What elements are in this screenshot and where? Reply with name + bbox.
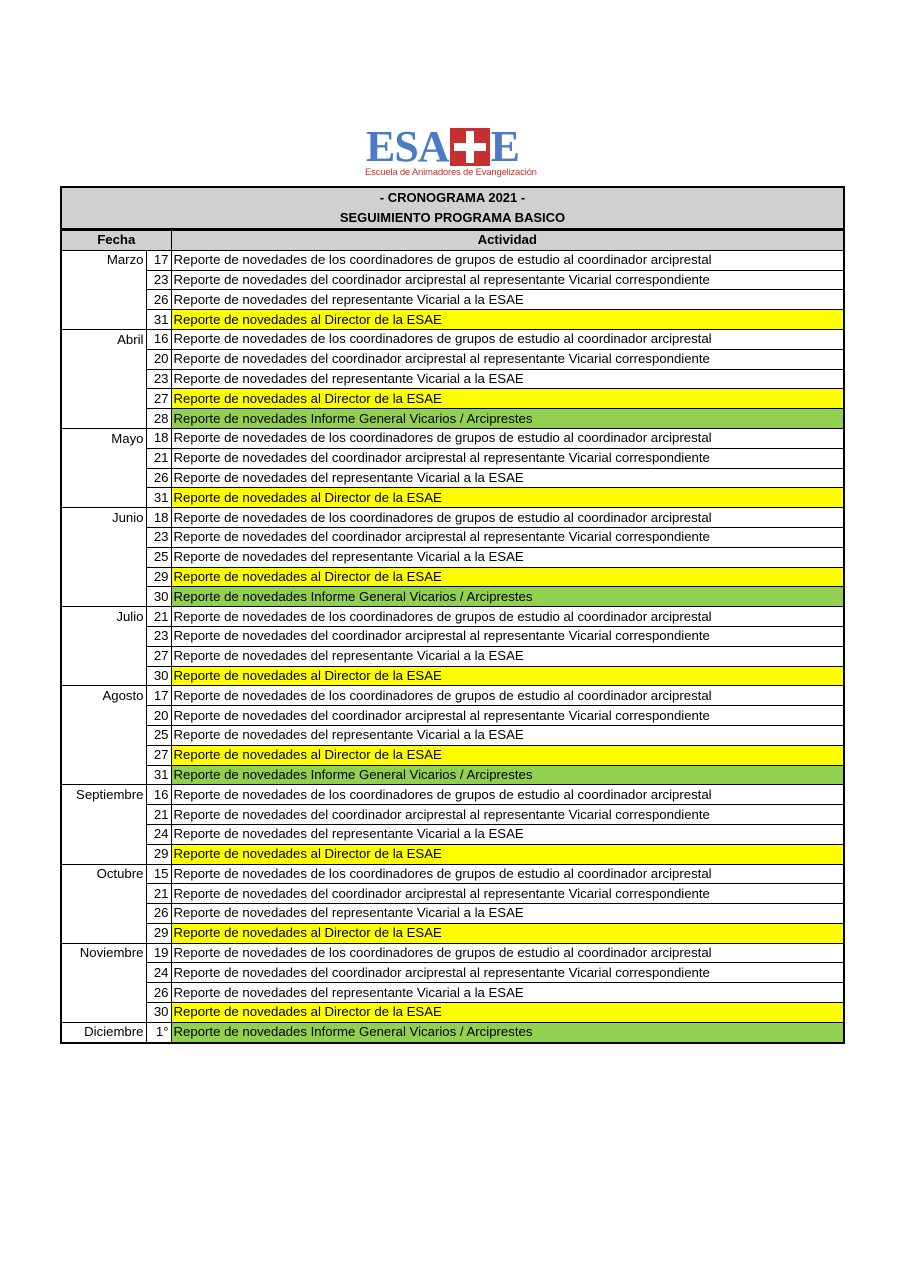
table-row xyxy=(61,607,844,627)
activity-cell: Reporte de novedades del coordinador arciprestal al representante Vicarial correspondiente xyxy=(171,884,844,904)
table-row xyxy=(61,666,844,686)
table-row xyxy=(61,824,844,844)
activity-cell: Reporte de novedades al Director de la ESAE xyxy=(171,310,844,330)
day-cell: 31 xyxy=(146,765,171,785)
table-row xyxy=(61,1022,844,1042)
activity-cell: Reporte de novedades Informe General Vicarios / Arciprestes xyxy=(171,587,844,607)
activity-cell: Reporte de novedades del representante Vicarial a la ESAE xyxy=(171,290,844,310)
month-cell xyxy=(61,963,146,983)
table-row xyxy=(61,844,844,864)
table-row xyxy=(61,587,844,607)
page-subtitle: SEGUIMIENTO PROGRAMA BASICO xyxy=(339,210,566,225)
month-cell xyxy=(61,646,146,666)
table-row xyxy=(61,904,844,924)
month-cell xyxy=(61,389,146,409)
table-row xyxy=(61,349,844,369)
day-cell: 19 xyxy=(146,943,171,963)
day-cell: 21 xyxy=(146,884,171,904)
day-cell: 23 xyxy=(146,527,171,547)
day-cell: 29 xyxy=(146,844,171,864)
month-cell xyxy=(61,983,146,1003)
table-row xyxy=(61,448,844,468)
month-cell xyxy=(61,587,146,607)
month-cell xyxy=(61,706,146,726)
table-row xyxy=(61,428,844,448)
month-cell xyxy=(61,567,146,587)
activity-cell: Reporte de novedades del representante Vicarial a la ESAE xyxy=(171,904,844,924)
day-cell: 31 xyxy=(146,310,171,330)
activity-cell: Reporte de novedades de los coordinadores de grupos de estudio al coordinador arciprestal xyxy=(171,686,844,706)
activity-cell: Reporte de novedades al Director de la ESAE xyxy=(171,488,844,508)
activity-cell: Reporte de novedades del coordinador arciprestal al representante Vicarial correspondiente xyxy=(171,448,844,468)
activity-cell: Reporte de novedades de los coordinadores de grupos de estudio al coordinador arciprestal xyxy=(171,864,844,884)
month-cell xyxy=(61,310,146,330)
activity-cell: Reporte de novedades del representante Vicarial a la ESAE xyxy=(171,468,844,488)
month-cell: Diciembre xyxy=(61,1022,146,1042)
table-row xyxy=(61,864,844,884)
day-cell: 29 xyxy=(146,923,171,943)
activity-cell: Reporte de novedades al Director de la ESAE xyxy=(171,389,844,409)
table-row xyxy=(61,527,844,547)
day-cell: 23 xyxy=(146,270,171,290)
table-header-row xyxy=(61,231,844,251)
day-cell: 21 xyxy=(146,805,171,825)
month-cell: Noviembre xyxy=(61,943,146,963)
table-row xyxy=(61,884,844,904)
day-cell: 30 xyxy=(146,587,171,607)
activity-cell: Reporte de novedades del coordinador arciprestal al representante Vicarial correspondiente xyxy=(171,963,844,983)
logo-text-right: E xyxy=(490,122,519,171)
month-cell xyxy=(61,468,146,488)
activity-cell: Reporte de novedades de los coordinadores de grupos de estudio al coordinador arciprestal xyxy=(171,785,844,805)
esae-logo xyxy=(365,122,537,182)
month-cell xyxy=(61,626,146,646)
table-row xyxy=(61,923,844,943)
table-row xyxy=(61,270,844,290)
month-cell: Mayo xyxy=(61,428,146,448)
day-cell: 20 xyxy=(146,706,171,726)
day-cell: 1° xyxy=(146,1022,171,1042)
day-cell: 23 xyxy=(146,626,171,646)
activity-cell: Reporte de novedades al Director de la ESAE xyxy=(171,844,844,864)
table-row xyxy=(61,567,844,587)
activity-cell: Reporte de novedades Informe General Vicarios / Arciprestes xyxy=(171,409,844,429)
month-cell xyxy=(61,369,146,389)
table-row xyxy=(61,250,844,270)
activity-cell: Reporte de novedades Informe General Vicarios / Arciprestes xyxy=(171,765,844,785)
activity-cell: Reporte de novedades de los coordinadores de grupos de estudio al coordinador arciprestal xyxy=(171,508,844,528)
day-cell: 21 xyxy=(146,448,171,468)
table-row xyxy=(61,409,844,429)
activity-cell: Reporte de novedades del representante Vicarial a la ESAE xyxy=(171,646,844,666)
activity-cell: Reporte de novedades de los coordinadores de grupos de estudio al coordinador arciprestal xyxy=(171,329,844,349)
day-cell: 24 xyxy=(146,824,171,844)
table-row xyxy=(61,369,844,389)
table-row xyxy=(61,389,844,409)
day-cell: 28 xyxy=(146,409,171,429)
day-cell: 17 xyxy=(146,686,171,706)
schedule-table xyxy=(60,230,845,1044)
activity-cell: Reporte de novedades del coordinador arciprestal al representante Vicarial correspondiente xyxy=(171,706,844,726)
table-row xyxy=(61,706,844,726)
day-cell: 20 xyxy=(146,349,171,369)
day-cell: 24 xyxy=(146,963,171,983)
month-cell: Agosto xyxy=(61,686,146,706)
month-cell xyxy=(61,765,146,785)
table-row xyxy=(61,805,844,825)
day-cell: 30 xyxy=(146,666,171,686)
table-row xyxy=(61,290,844,310)
table-row xyxy=(61,725,844,745)
day-cell: 27 xyxy=(146,389,171,409)
day-cell: 18 xyxy=(146,508,171,528)
month-cell xyxy=(61,666,146,686)
day-cell: 31 xyxy=(146,488,171,508)
activity-cell: Reporte de novedades de los coordinadores de grupos de estudio al coordinador arciprestal xyxy=(171,607,844,627)
day-cell: 17 xyxy=(146,250,171,270)
activity-cell: Reporte de novedades del coordinador arciprestal al representante Vicarial correspondiente xyxy=(171,626,844,646)
activity-cell: Reporte de novedades del representante Vicarial a la ESAE xyxy=(171,547,844,567)
month-cell xyxy=(61,824,146,844)
column-header-fecha: Fecha xyxy=(61,231,171,251)
activity-cell: Reporte de novedades al Director de la ESAE xyxy=(171,567,844,587)
month-cell xyxy=(61,527,146,547)
activity-cell: Reporte de novedades al Director de la ESAE xyxy=(171,666,844,686)
month-cell xyxy=(61,884,146,904)
month-cell xyxy=(61,844,146,864)
activity-cell: Reporte de novedades del representante Vicarial a la ESAE xyxy=(171,369,844,389)
table-row xyxy=(61,329,844,349)
day-cell: 27 xyxy=(146,646,171,666)
table-row xyxy=(61,626,844,646)
month-cell xyxy=(61,270,146,290)
table-row xyxy=(61,508,844,528)
month-cell xyxy=(61,409,146,429)
table-row xyxy=(61,983,844,1003)
day-cell: 16 xyxy=(146,785,171,805)
day-cell: 27 xyxy=(146,745,171,765)
day-cell: 16 xyxy=(146,329,171,349)
day-cell: 26 xyxy=(146,290,171,310)
day-cell: 25 xyxy=(146,547,171,567)
day-cell: 23 xyxy=(146,369,171,389)
month-cell: Marzo xyxy=(61,250,146,270)
day-cell: 26 xyxy=(146,468,171,488)
activity-cell: Reporte de novedades Informe General Vicarios / Arciprestes xyxy=(171,1022,844,1042)
month-cell xyxy=(61,745,146,765)
month-cell: Septiembre xyxy=(61,785,146,805)
logo-subtitle: Escuela de Animadores de Evangelización xyxy=(365,167,537,178)
column-header-actividad: Actividad xyxy=(171,231,844,251)
month-cell xyxy=(61,904,146,924)
activity-cell: Reporte de novedades de los coordinadores de grupos de estudio al coordinador arciprestal xyxy=(171,250,844,270)
day-cell: 15 xyxy=(146,864,171,884)
month-cell xyxy=(61,1003,146,1023)
month-cell xyxy=(61,725,146,745)
activity-cell: Reporte de novedades del representante Vicarial a la ESAE xyxy=(171,725,844,745)
month-cell xyxy=(61,349,146,369)
page-title: - CRONOGRAMA 2021 - xyxy=(379,190,526,205)
logo-wordmark xyxy=(365,122,520,171)
activity-cell: Reporte de novedades de los coordinadores de grupos de estudio al coordinador arciprestal xyxy=(171,943,844,963)
activity-cell: Reporte de novedades del coordinador arciprestal al representante Vicarial correspondiente xyxy=(171,527,844,547)
month-cell: Julio xyxy=(61,607,146,627)
activity-cell: Reporte de novedades del coordinador arciprestal al representante Vicarial correspondiente xyxy=(171,349,844,369)
day-cell: 30 xyxy=(146,1003,171,1023)
month-cell xyxy=(61,290,146,310)
logo-text-left: ESA xyxy=(366,122,449,171)
activity-cell: Reporte de novedades del representante Vicarial a la ESAE xyxy=(171,983,844,1003)
table-row xyxy=(61,745,844,765)
activity-cell: Reporte de novedades al Director de la ESAE xyxy=(171,745,844,765)
month-cell xyxy=(61,805,146,825)
table-row xyxy=(61,547,844,567)
day-cell: 26 xyxy=(146,904,171,924)
day-cell: 18 xyxy=(146,428,171,448)
table-row xyxy=(61,785,844,805)
month-cell xyxy=(61,488,146,508)
table-row xyxy=(61,765,844,785)
month-cell xyxy=(61,547,146,567)
day-cell: 26 xyxy=(146,983,171,1003)
activity-cell: Reporte de novedades de los coordinadores de grupos de estudio al coordinador arciprestal xyxy=(171,428,844,448)
schedule-header xyxy=(60,186,845,230)
table-row xyxy=(61,468,844,488)
cross-icon xyxy=(450,128,490,166)
month-cell xyxy=(61,923,146,943)
day-cell: 21 xyxy=(146,607,171,627)
month-cell: Octubre xyxy=(61,864,146,884)
month-cell: Abril xyxy=(61,329,146,349)
table-row xyxy=(61,488,844,508)
activity-cell: Reporte de novedades del representante Vicarial a la ESAE xyxy=(171,824,844,844)
table-row xyxy=(61,686,844,706)
activity-cell: Reporte de novedades al Director de la ESAE xyxy=(171,1003,844,1023)
day-cell: 25 xyxy=(146,725,171,745)
activity-cell: Reporte de novedades al Director de la ESAE xyxy=(171,923,844,943)
table-row xyxy=(61,310,844,330)
table-row xyxy=(61,963,844,983)
table-row xyxy=(61,943,844,963)
activity-cell: Reporte de novedades del coordinador arciprestal al representante Vicarial correspondiente xyxy=(171,270,844,290)
month-cell: Junio xyxy=(61,508,146,528)
table-row xyxy=(61,1003,844,1023)
activity-cell: Reporte de novedades del coordinador arciprestal al representante Vicarial correspondiente xyxy=(171,805,844,825)
day-cell: 29 xyxy=(146,567,171,587)
month-cell xyxy=(61,448,146,468)
table-row xyxy=(61,646,844,666)
